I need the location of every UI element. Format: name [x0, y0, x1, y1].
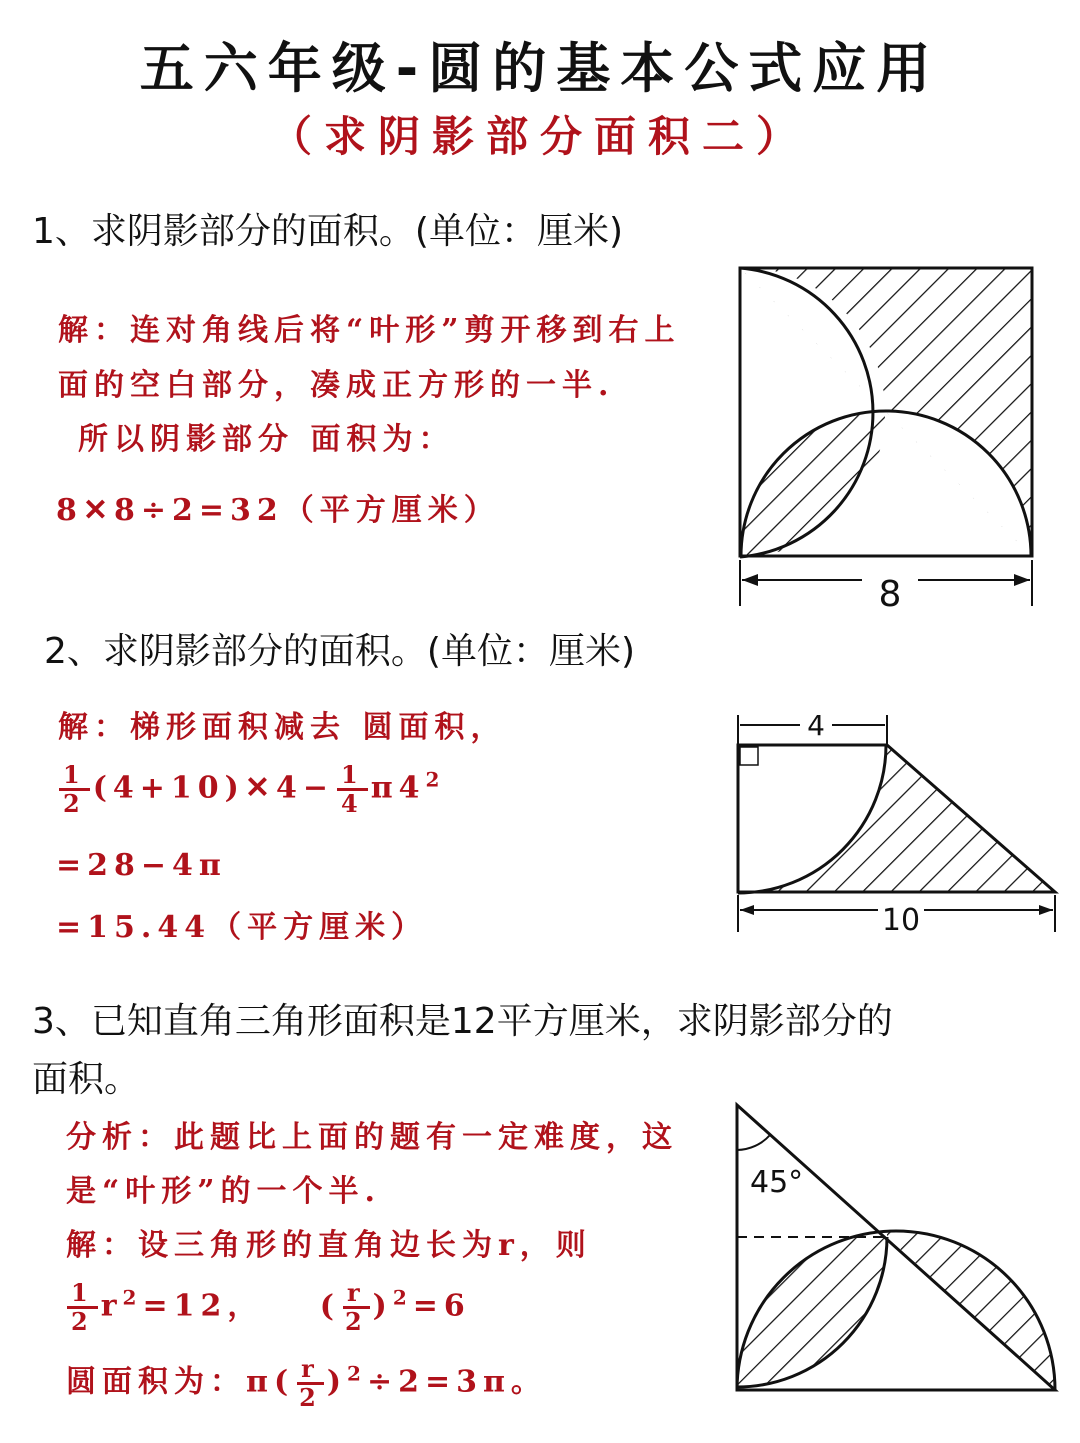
- denominator: 4: [341, 789, 364, 818]
- formula-text: (: [319, 1288, 340, 1324]
- solution-2-line: =15.44（平方厘米）: [56, 910, 428, 945]
- solution-1-line: 所以阴影部分 面积为：: [78, 422, 455, 457]
- solution-3-line: 分析：此题比上面的题有一定难度，这: [66, 1120, 678, 1155]
- numerator: 1: [67, 1280, 98, 1309]
- solution-3-equation: [66, 1356, 547, 1411]
- solution-3-equation: [64, 1280, 471, 1335]
- exponent: 2: [122, 1285, 143, 1310]
- exponent: 2: [425, 767, 446, 792]
- denominator: 2: [63, 789, 86, 818]
- numerator: r: [297, 1356, 324, 1385]
- fraction: [337, 762, 368, 817]
- figure-1-square-leaf: [595, 267, 1032, 701]
- solution-3-line: 是“叶形”的一个半.: [66, 1174, 381, 1209]
- figure-2-top-label: 4: [807, 709, 825, 742]
- denominator: 2: [344, 1307, 368, 1336]
- fraction: [59, 762, 90, 817]
- formula-text: 圆面积为：π(: [66, 1364, 295, 1400]
- solution-1-line: 8✕8÷2=32（平方厘米）: [56, 493, 500, 528]
- solution-2-formula: [56, 762, 445, 817]
- formula-text: =6: [412, 1288, 471, 1324]
- exponent: 2: [392, 1285, 413, 1310]
- page-title: 五六年级-圆的基本公式应用: [139, 37, 941, 100]
- question-1: 1、求阴影部分的面积。(单位：厘米): [32, 211, 623, 252]
- solution-2-line: =28−4π: [56, 848, 227, 883]
- question-3-line: 面积。: [32, 1059, 141, 1100]
- fraction: [343, 1280, 370, 1335]
- denominator: 2: [299, 1383, 322, 1412]
- formula-text: r: [100, 1288, 123, 1324]
- formula-text: ): [372, 1288, 393, 1324]
- formula-text: ÷2=3π。: [366, 1364, 547, 1400]
- question-3-line: 3、已知直角三角形面积是12平方厘米，求阴影部分的: [32, 1001, 893, 1042]
- denominator: 2: [71, 1307, 94, 1336]
- page-subtitle: （求阴影部分面积二）: [269, 112, 810, 161]
- solution-1-line: 解：连对角线后将“叶形”剪开移到右上: [58, 313, 681, 348]
- figure-3-triangle: [737, 1105, 1060, 1395]
- formula-text: ): [326, 1364, 348, 1400]
- solution-1-line: 面的空白部分，凑成正方形的一半.: [58, 368, 615, 403]
- numerator: 1: [59, 762, 90, 791]
- question-2: 2、求阴影部分的面积。(单位：厘米): [44, 631, 635, 672]
- formula-text: =12，: [142, 1288, 264, 1324]
- formula-text: (4+10)✕4−: [92, 770, 334, 806]
- formula-text: π4: [370, 770, 426, 806]
- fraction: [67, 1280, 98, 1335]
- figure-3-angle-label: 45°: [750, 1165, 804, 1200]
- exponent: 2: [347, 1361, 367, 1386]
- numerator: r: [343, 1280, 370, 1309]
- fraction: [297, 1356, 324, 1411]
- solution-2-line: 解：梯形面积减去 圆面积，: [58, 710, 507, 745]
- numerator: 1: [337, 762, 368, 791]
- figure-2-bottom-label: 10: [881, 903, 921, 938]
- figure-1-side-label: 8: [878, 574, 902, 615]
- solution-3-line: 解：设三角形的直角边长为r，则: [66, 1228, 592, 1263]
- figure-2-trapezoid: [590, 597, 1058, 932]
